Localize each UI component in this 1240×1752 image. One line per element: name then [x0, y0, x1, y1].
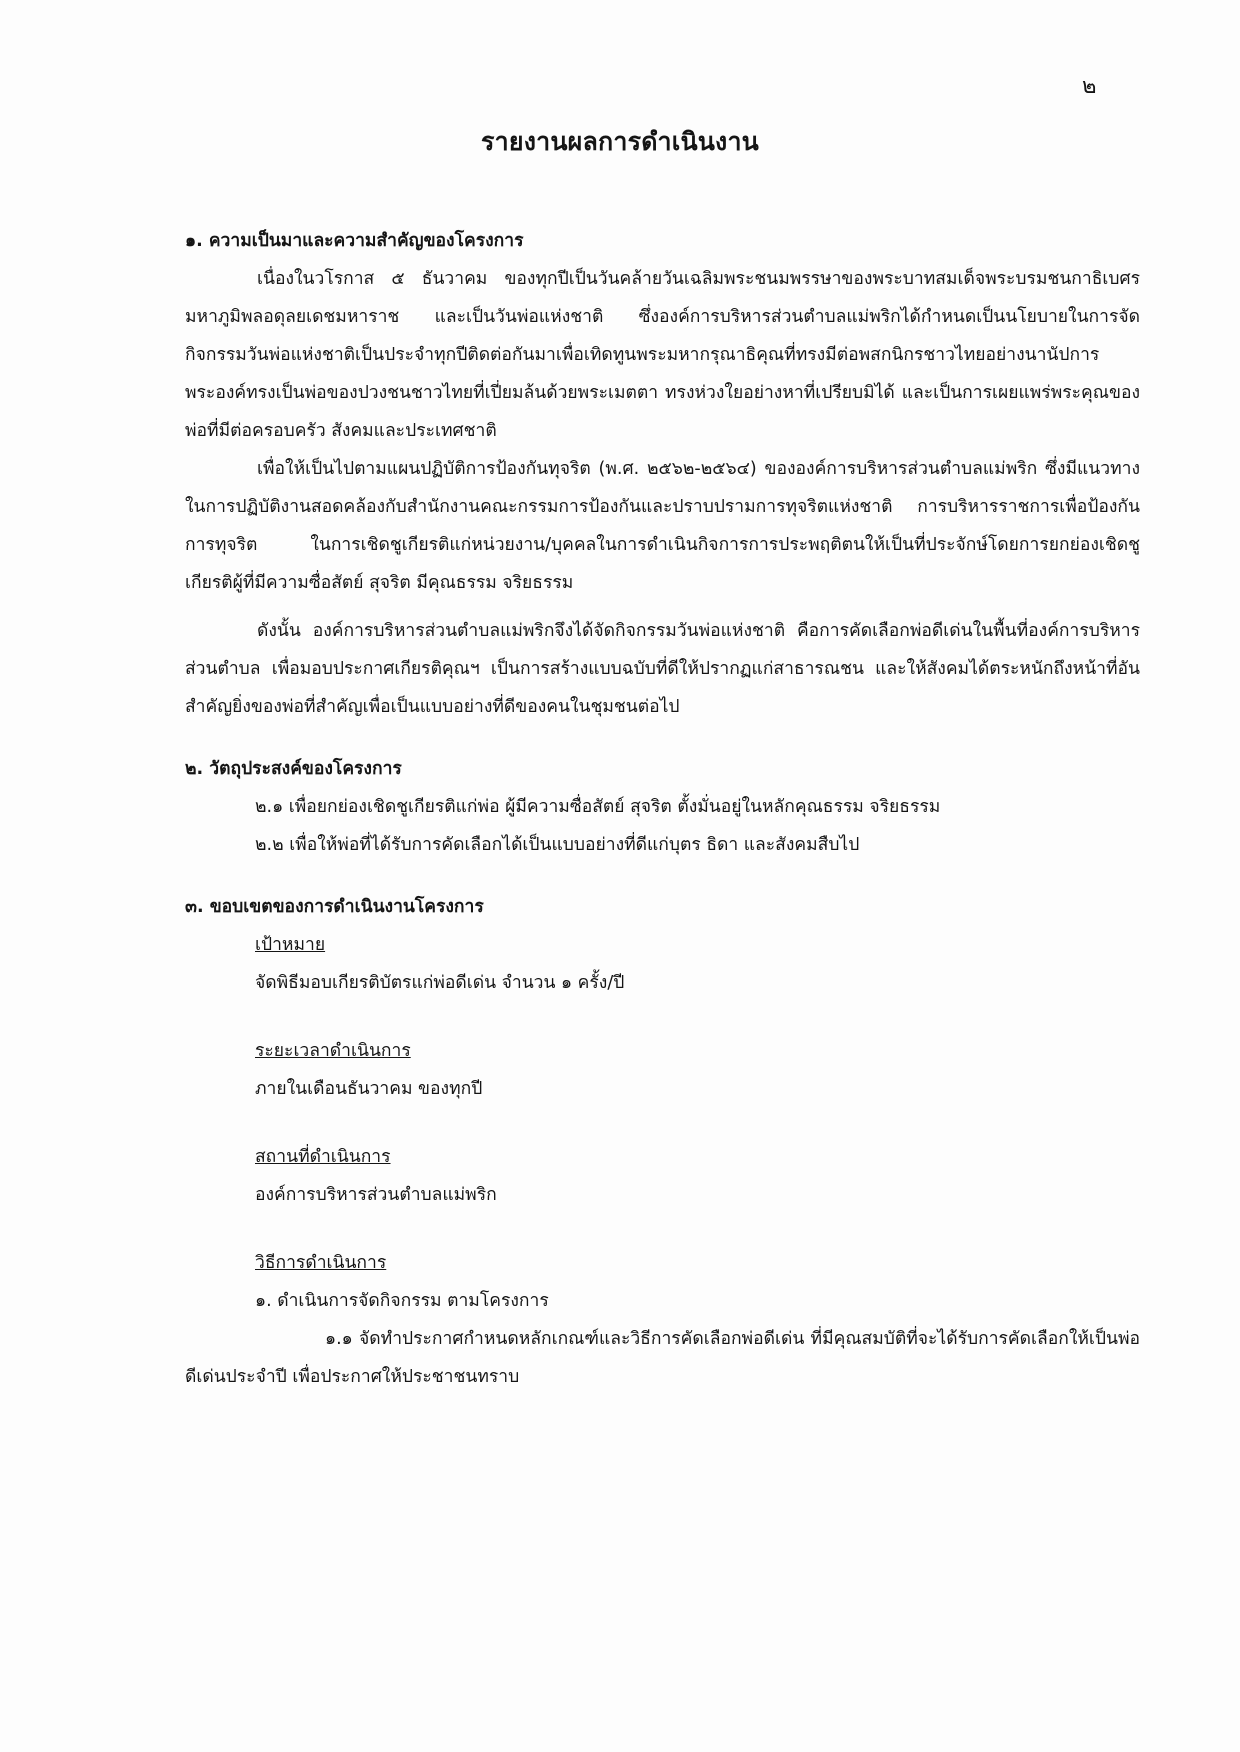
period-text: ภายในเดือนธันวาคม ของทุกปี: [255, 1079, 483, 1099]
period-heading: ระยะเวลาดำเนินการ: [255, 1041, 411, 1061]
target-text: จัดพิธีมอบเกียรติบัตรแก่พ่อดีเด่น จำนวน ๑ ครั้ง/ปี: [255, 973, 625, 993]
location-text: องค์การบริหารส่วนตำบลแม่พริก: [255, 1185, 497, 1205]
page-number: ๒: [1082, 74, 1097, 99]
method-heading: วิธีการดำเนินการ: [255, 1253, 387, 1273]
method-item-1: ๑. ดำเนินการจัดกิจกรรม ตามโครงการ: [255, 1291, 549, 1311]
document-body: [185, 222, 1140, 1396]
section-3-heading: ๓. ขอบเขตของการดำเนินงานโครงการ: [185, 897, 484, 917]
section-1-paragraph-3: ดังนั้น องค์การบริหารส่วนตำบลแม่พริกจึงได้จัดกิจกรรมวันพ่อแห่งชาติ คือการคัดเลือกพ่อดีเด่นในพื้นที่องค์การบริหารส่วนตำบล เพื่อมอบประกาศเกียรติคุณฯ เป็นการสร้างแบบฉบับที่ดีให้ปรากฏแก่สาธารณชน และให้สังคมได้ตระหนักถึงหน้าที่อันสำคัญยิ่งของพ่อที่สำคัญเพื่อเป็นแบบอย่างที่ดีของคนในชุมชนต่อไป: [185, 621, 1140, 717]
section-2-heading: ๒. วัตถุประสงค์ของโครงการ: [185, 759, 402, 779]
target-heading: เป้าหมาย: [255, 935, 326, 955]
section-1-paragraph-2: เพื่อให้เป็นไปตามแผนปฏิบัติการป้องกันทุจริต (พ.ศ. ๒๕๖๒-๒๕๖๔) ขององค์การบริหารส่วนตำบลแม่พริก ซึ่งมีแนวทางในการปฏิบัติงานสอดคล้องกับสำนักงานคณะกรรมการป้องกันและปราบปรามการทุจริตแห่งชาติ การบริหารราชการเพื่อป้องกันการทุจริต ในการเชิดชูเกียรติแก่หน่วยงาน/บุคคลในการดำเนินกิจการการประพฤติตนให้เป็นที่ประจักษ์โดยการยกย่องเชิดชูเกียรติผู้ที่มีความซื่อสัตย์ สุจริต มีคุณธรรม จริยธรรม: [185, 459, 1140, 593]
page-title: รายงานผลการดำเนินงาน: [481, 127, 759, 156]
section-1-heading: ๑. ความเป็นมาและความสำคัญของโครงการ: [185, 231, 524, 251]
location-heading: สถานที่ดำเนินการ: [255, 1147, 391, 1167]
method-item-1-1: ๑.๑ จัดทำประกาศกำหนดหลักเกณฑ์และวิธีการคัดเลือกพ่อดีเด่น ที่มีคุณสมบัติที่จะได้รับการคัดเลือกให้เป็นพ่อดีเด่นประจำปี เพื่อประกาศให้ประชาชนทราบ: [185, 1329, 1140, 1387]
objective-item-2: ๒.๒ เพื่อให้พ่อที่ได้รับการคัดเลือกได้เป็นแบบอย่างที่ดีแก่บุตร ธิดา และสังคมสืบไป: [255, 835, 860, 855]
objective-item-1: ๒.๑ เพื่อยกย่องเชิดชูเกียรติแก่พ่อ ผู้มีความซื่อสัตย์ สุจริต ตั้งมั่นอยู่ในหลักคุณธรรม จริยธรรม: [255, 797, 941, 817]
section-1-paragraph-1: เนื่องในวโรกาส ๕ ธันวาคม ของทุกปีเป็นวันคล้ายวันเฉลิมพระชนมพรรษาของพระบาทสมเด็จพระบรมชนกาธิเบศร มหาภูมิพลอดุลยเดชมหาราช และเป็นวันพ่อแห่งชาติ ซึ่งองค์การบริหารส่วนตำบลแม่พริกได้กำหนดเป็นนโยบายในการจัดกิจกรรมวันพ่อแห่งชาติเป็นประจำทุกปีติดต่อกันมาเพื่อเทิดทูนพระมหากรุณาธิคุณที่ทรงมีต่อพสกนิกรชาวไทยอย่างนานัปการ พระองค์ทรงเป็นพ่อของปวงชนชาวไทยที่เปี่ยมล้นด้วยพระเมตตา ทรงห่วงใยอย่างหาที่เปรียบมิได้ และเป็นการเผยแพร่พระคุณของพ่อที่มีต่อครอบครัว สังคมและประเทศชาติ: [185, 269, 1140, 441]
